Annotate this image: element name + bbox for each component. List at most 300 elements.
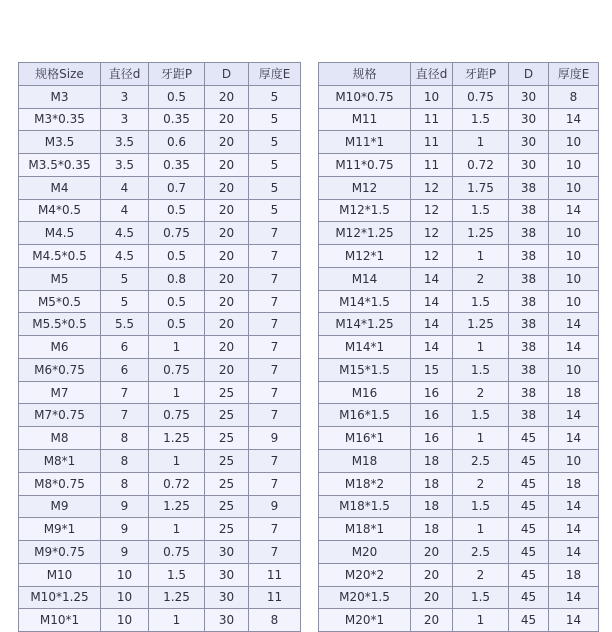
cell-thickness: 18	[549, 472, 599, 495]
cell-pitch: 1.25	[149, 495, 205, 518]
cell-pitch: 0.5	[149, 85, 205, 108]
cell-pitch: 2	[453, 563, 509, 586]
header-row	[19, 63, 301, 86]
cell-size: M8*1	[19, 450, 101, 473]
cell-outer-d: 20	[205, 222, 249, 245]
cell-pitch: 0.35	[149, 108, 205, 131]
cell-outer-d: 45	[509, 427, 549, 450]
cell-pitch: 2	[453, 381, 509, 404]
table-row	[19, 222, 301, 245]
column-header-pitch: 牙距P	[453, 63, 509, 86]
cell-size: M4	[19, 176, 101, 199]
cell-outer-d: 38	[509, 176, 549, 199]
table-row	[319, 290, 599, 313]
cell-pitch: 1.5	[453, 495, 509, 518]
cell-pitch: 0.5	[149, 199, 205, 222]
table-row	[19, 313, 301, 336]
cell-thickness: 5	[249, 85, 301, 108]
cell-thickness: 5	[249, 176, 301, 199]
cell-thickness: 11	[249, 563, 301, 586]
cell-diameter: 10	[101, 563, 149, 586]
cell-pitch: 1	[149, 518, 205, 541]
column-header-thickness: 厚度E	[249, 63, 301, 86]
cell-diameter: 16	[411, 381, 453, 404]
cell-pitch: 0.75	[149, 358, 205, 381]
cell-diameter: 6	[101, 336, 149, 359]
cell-pitch: 0.6	[149, 131, 205, 154]
cell-pitch: 0.75	[149, 222, 205, 245]
table-row	[319, 131, 599, 154]
cell-size: M10	[19, 563, 101, 586]
cell-diameter: 20	[411, 609, 453, 632]
cell-outer-d: 30	[509, 108, 549, 131]
cell-pitch: 0.7	[149, 176, 205, 199]
table-row	[319, 518, 599, 541]
column-header-size: 规格	[319, 63, 411, 86]
cell-thickness: 5	[249, 131, 301, 154]
table-row	[319, 450, 599, 473]
cell-outer-d: 20	[205, 176, 249, 199]
cell-thickness: 10	[549, 450, 599, 473]
table-row	[19, 154, 301, 177]
cell-pitch: 1.75	[453, 176, 509, 199]
cell-outer-d: 38	[509, 245, 549, 268]
cell-diameter: 4	[101, 199, 149, 222]
cell-thickness: 10	[549, 290, 599, 313]
cell-diameter: 20	[411, 586, 453, 609]
thread-spec-table-right	[318, 62, 599, 632]
cell-size: M15*1.5	[319, 358, 411, 381]
cell-size: M4*0.5	[19, 199, 101, 222]
cell-diameter: 9	[101, 541, 149, 564]
table-row	[19, 267, 301, 290]
cell-outer-d: 45	[509, 495, 549, 518]
cell-pitch: 1.5	[453, 404, 509, 427]
cell-pitch: 1.25	[149, 427, 205, 450]
cell-outer-d: 20	[205, 290, 249, 313]
cell-diameter: 3	[101, 85, 149, 108]
cell-diameter: 9	[101, 495, 149, 518]
cell-thickness: 14	[549, 313, 599, 336]
table-row	[319, 222, 599, 245]
cell-diameter: 8	[101, 472, 149, 495]
cell-size: M8	[19, 427, 101, 450]
cell-size: M20*1.5	[319, 586, 411, 609]
table-row	[19, 450, 301, 473]
table-row	[19, 358, 301, 381]
cell-pitch: 1.25	[453, 313, 509, 336]
table-row	[319, 245, 599, 268]
column-header-pitch: 牙距P	[149, 63, 205, 86]
table-row	[319, 313, 599, 336]
cell-size: M18*1.5	[319, 495, 411, 518]
table-row	[19, 131, 301, 154]
cell-outer-d: 20	[205, 154, 249, 177]
cell-diameter: 5	[101, 267, 149, 290]
table-row	[19, 381, 301, 404]
cell-thickness: 18	[549, 381, 599, 404]
cell-outer-d: 45	[509, 609, 549, 632]
cell-outer-d: 45	[509, 518, 549, 541]
cell-thickness: 10	[549, 245, 599, 268]
cell-pitch: 2.5	[453, 541, 509, 564]
cell-diameter: 18	[411, 495, 453, 518]
cell-pitch: 1.5	[453, 199, 509, 222]
table-row	[319, 85, 599, 108]
cell-diameter: 12	[411, 222, 453, 245]
cell-outer-d: 38	[509, 199, 549, 222]
cell-diameter: 14	[411, 313, 453, 336]
cell-thickness: 10	[549, 358, 599, 381]
cell-diameter: 11	[411, 131, 453, 154]
cell-size: M9*1	[19, 518, 101, 541]
cell-size: M11*0.75	[319, 154, 411, 177]
column-header-size: 规格Size	[19, 63, 101, 86]
cell-pitch: 0.75	[149, 404, 205, 427]
cell-thickness: 10	[549, 267, 599, 290]
cell-pitch: 0.72	[149, 472, 205, 495]
cell-outer-d: 25	[205, 518, 249, 541]
cell-thickness: 7	[249, 267, 301, 290]
cell-pitch: 0.5	[149, 313, 205, 336]
table-row	[19, 85, 301, 108]
cell-pitch: 1	[453, 518, 509, 541]
cell-pitch: 1	[453, 131, 509, 154]
cell-size: M14*1.5	[319, 290, 411, 313]
cell-size: M12*1.25	[319, 222, 411, 245]
cell-outer-d: 38	[509, 222, 549, 245]
cell-diameter: 16	[411, 427, 453, 450]
cell-size: M5.5*0.5	[19, 313, 101, 336]
cell-diameter: 10	[101, 586, 149, 609]
cell-outer-d: 20	[205, 358, 249, 381]
cell-outer-d: 30	[509, 85, 549, 108]
cell-outer-d: 38	[509, 404, 549, 427]
cell-diameter: 4.5	[101, 245, 149, 268]
cell-pitch: 0.75	[149, 541, 205, 564]
cell-pitch: 1	[149, 336, 205, 359]
table-row	[19, 290, 301, 313]
table-row	[19, 495, 301, 518]
cell-diameter: 16	[411, 404, 453, 427]
cell-pitch: 0.75	[453, 85, 509, 108]
column-header-thickness: 厚度E	[549, 63, 599, 86]
cell-size: M18	[319, 450, 411, 473]
cell-size: M7	[19, 381, 101, 404]
cell-thickness: 14	[549, 427, 599, 450]
cell-outer-d: 38	[509, 267, 549, 290]
cell-pitch: 0.5	[149, 245, 205, 268]
table-row	[19, 404, 301, 427]
cell-diameter: 8	[101, 450, 149, 473]
cell-size: M6*0.75	[19, 358, 101, 381]
table-row	[19, 609, 301, 632]
cell-outer-d: 45	[509, 586, 549, 609]
cell-size: M14*1	[319, 336, 411, 359]
cell-pitch: 0.72	[453, 154, 509, 177]
cell-size: M11	[319, 108, 411, 131]
table-row	[19, 245, 301, 268]
cell-diameter: 12	[411, 176, 453, 199]
cell-diameter: 6	[101, 358, 149, 381]
table-row	[319, 176, 599, 199]
cell-pitch: 2	[453, 267, 509, 290]
cell-size: M12	[319, 176, 411, 199]
cell-diameter: 20	[411, 541, 453, 564]
cell-thickness: 7	[249, 541, 301, 564]
table-row	[319, 154, 599, 177]
cell-outer-d: 45	[509, 541, 549, 564]
cell-size: M10*1.25	[19, 586, 101, 609]
cell-size: M10*0.75	[319, 85, 411, 108]
cell-thickness: 10	[549, 154, 599, 177]
cell-thickness: 14	[549, 404, 599, 427]
cell-outer-d: 20	[205, 336, 249, 359]
table-row	[319, 586, 599, 609]
cell-thickness: 5	[249, 154, 301, 177]
table-row	[319, 336, 599, 359]
cell-outer-d: 20	[205, 131, 249, 154]
cell-size: M5	[19, 267, 101, 290]
cell-pitch: 1.5	[453, 586, 509, 609]
cell-outer-d: 30	[205, 563, 249, 586]
cell-diameter: 5.5	[101, 313, 149, 336]
cell-pitch: 2.5	[453, 450, 509, 473]
cell-thickness: 10	[549, 222, 599, 245]
cell-thickness: 5	[249, 108, 301, 131]
cell-thickness: 7	[249, 518, 301, 541]
cell-thickness: 7	[249, 313, 301, 336]
cell-pitch: 1	[453, 336, 509, 359]
column-header-outer-d: D	[205, 63, 249, 86]
cell-pitch: 1.5	[453, 290, 509, 313]
cell-outer-d: 45	[509, 450, 549, 473]
table-row	[19, 336, 301, 359]
cell-diameter: 14	[411, 336, 453, 359]
cell-size: M5*0.5	[19, 290, 101, 313]
cell-outer-d: 38	[509, 313, 549, 336]
table-row	[319, 108, 599, 131]
cell-diameter: 5	[101, 290, 149, 313]
cell-outer-d: 25	[205, 381, 249, 404]
cell-thickness: 14	[549, 199, 599, 222]
cell-thickness: 7	[249, 472, 301, 495]
cell-pitch: 0.8	[149, 267, 205, 290]
cell-pitch: 1.5	[453, 108, 509, 131]
cell-diameter: 7	[101, 381, 149, 404]
cell-outer-d: 38	[509, 358, 549, 381]
cell-diameter: 3.5	[101, 131, 149, 154]
cell-outer-d: 25	[205, 472, 249, 495]
cell-pitch: 1.5	[453, 358, 509, 381]
cell-outer-d: 30	[509, 154, 549, 177]
table-row	[19, 176, 301, 199]
cell-diameter: 18	[411, 472, 453, 495]
cell-size: M14*1.25	[319, 313, 411, 336]
cell-diameter: 14	[411, 267, 453, 290]
cell-size: M3	[19, 85, 101, 108]
cell-diameter: 4	[101, 176, 149, 199]
cell-outer-d: 38	[509, 336, 549, 359]
cell-diameter: 15	[411, 358, 453, 381]
cell-size: M16*1	[319, 427, 411, 450]
table-row	[319, 495, 599, 518]
cell-thickness: 9	[249, 495, 301, 518]
cell-diameter: 7	[101, 404, 149, 427]
cell-thickness: 7	[249, 290, 301, 313]
cell-pitch: 1	[149, 381, 205, 404]
header-row	[319, 63, 599, 86]
cell-thickness: 14	[549, 336, 599, 359]
cell-thickness: 7	[249, 381, 301, 404]
cell-diameter: 10	[101, 609, 149, 632]
cell-thickness: 9	[249, 427, 301, 450]
cell-thickness: 14	[549, 518, 599, 541]
cell-thickness: 7	[249, 245, 301, 268]
table-row	[319, 541, 599, 564]
cell-outer-d: 25	[205, 404, 249, 427]
cell-diameter: 12	[411, 245, 453, 268]
cell-diameter: 20	[411, 563, 453, 586]
cell-thickness: 11	[249, 586, 301, 609]
cell-diameter: 18	[411, 518, 453, 541]
cell-outer-d: 45	[509, 472, 549, 495]
cell-diameter: 11	[411, 108, 453, 131]
table-row	[19, 541, 301, 564]
column-header-diameter: 直径d	[101, 63, 149, 86]
cell-size: M10*1	[19, 609, 101, 632]
cell-outer-d: 38	[509, 290, 549, 313]
cell-size: M11*1	[319, 131, 411, 154]
cell-pitch: 1.25	[149, 586, 205, 609]
cell-outer-d: 20	[205, 267, 249, 290]
cell-pitch: 1	[149, 609, 205, 632]
cell-pitch: 0.35	[149, 154, 205, 177]
cell-thickness: 7	[249, 450, 301, 473]
cell-size: M3*0.35	[19, 108, 101, 131]
cell-diameter: 11	[411, 154, 453, 177]
cell-pitch: 0.5	[149, 290, 205, 313]
cell-pitch: 1	[453, 427, 509, 450]
table-row	[19, 586, 301, 609]
table-row	[319, 267, 599, 290]
cell-outer-d: 25	[205, 427, 249, 450]
cell-size: M16*1.5	[319, 404, 411, 427]
thread-spec-table-left	[18, 62, 301, 632]
cell-size: M7*0.75	[19, 404, 101, 427]
cell-thickness: 7	[249, 358, 301, 381]
cell-diameter: 14	[411, 290, 453, 313]
cell-thickness: 14	[549, 108, 599, 131]
cell-size: M12*1.5	[319, 199, 411, 222]
cell-outer-d: 20	[205, 245, 249, 268]
table-row	[19, 427, 301, 450]
cell-size: M20*2	[319, 563, 411, 586]
cell-thickness: 7	[249, 222, 301, 245]
cell-outer-d: 30	[509, 131, 549, 154]
cell-size: M6	[19, 336, 101, 359]
cell-thickness: 10	[549, 131, 599, 154]
cell-diameter: 18	[411, 450, 453, 473]
table-row	[319, 427, 599, 450]
table-row	[319, 563, 599, 586]
cell-outer-d: 45	[509, 563, 549, 586]
cell-size: M12*1	[319, 245, 411, 268]
cell-pitch: 1	[453, 245, 509, 268]
cell-outer-d: 38	[509, 381, 549, 404]
cell-size: M9	[19, 495, 101, 518]
cell-thickness: 7	[249, 336, 301, 359]
cell-thickness: 5	[249, 199, 301, 222]
column-header-outer-d: D	[509, 63, 549, 86]
cell-thickness: 8	[249, 609, 301, 632]
cell-diameter: 3.5	[101, 154, 149, 177]
cell-outer-d: 20	[205, 85, 249, 108]
table-row	[319, 381, 599, 404]
cell-thickness: 14	[549, 541, 599, 564]
cell-diameter: 9	[101, 518, 149, 541]
cell-pitch: 1.25	[453, 222, 509, 245]
table-row	[19, 108, 301, 131]
column-header-diameter: 直径d	[411, 63, 453, 86]
cell-outer-d: 20	[205, 199, 249, 222]
cell-size: M8*0.75	[19, 472, 101, 495]
cell-thickness: 7	[249, 404, 301, 427]
table-row	[319, 199, 599, 222]
cell-size: M14	[319, 267, 411, 290]
table-row	[319, 609, 599, 632]
table-row	[19, 563, 301, 586]
cell-pitch: 1.5	[149, 563, 205, 586]
cell-diameter: 12	[411, 199, 453, 222]
table-row	[319, 358, 599, 381]
cell-diameter: 8	[101, 427, 149, 450]
cell-thickness: 14	[549, 495, 599, 518]
cell-outer-d: 30	[205, 586, 249, 609]
cell-diameter: 4.5	[101, 222, 149, 245]
cell-size: M9*0.75	[19, 541, 101, 564]
cell-diameter: 3	[101, 108, 149, 131]
cell-size: M20	[319, 541, 411, 564]
cell-outer-d: 20	[205, 313, 249, 336]
cell-thickness: 10	[549, 176, 599, 199]
cell-pitch: 2	[453, 472, 509, 495]
cell-outer-d: 20	[205, 108, 249, 131]
cell-outer-d: 30	[205, 609, 249, 632]
cell-size: M20*1	[319, 609, 411, 632]
cell-size: M3.5*0.35	[19, 154, 101, 177]
cell-thickness: 14	[549, 609, 599, 632]
cell-thickness: 14	[549, 586, 599, 609]
cell-size: M18*2	[319, 472, 411, 495]
cell-thickness: 8	[549, 85, 599, 108]
cell-pitch: 1	[149, 450, 205, 473]
table-row	[19, 518, 301, 541]
cell-thickness: 18	[549, 563, 599, 586]
table-row	[19, 199, 301, 222]
cell-outer-d: 30	[205, 541, 249, 564]
cell-pitch: 1	[453, 609, 509, 632]
table-row	[319, 404, 599, 427]
table-row	[19, 472, 301, 495]
cell-outer-d: 25	[205, 450, 249, 473]
cell-size: M4.5	[19, 222, 101, 245]
cell-size: M18*1	[319, 518, 411, 541]
cell-size: M3.5	[19, 131, 101, 154]
cell-size: M16	[319, 381, 411, 404]
table-row	[319, 472, 599, 495]
cell-size: M4.5*0.5	[19, 245, 101, 268]
